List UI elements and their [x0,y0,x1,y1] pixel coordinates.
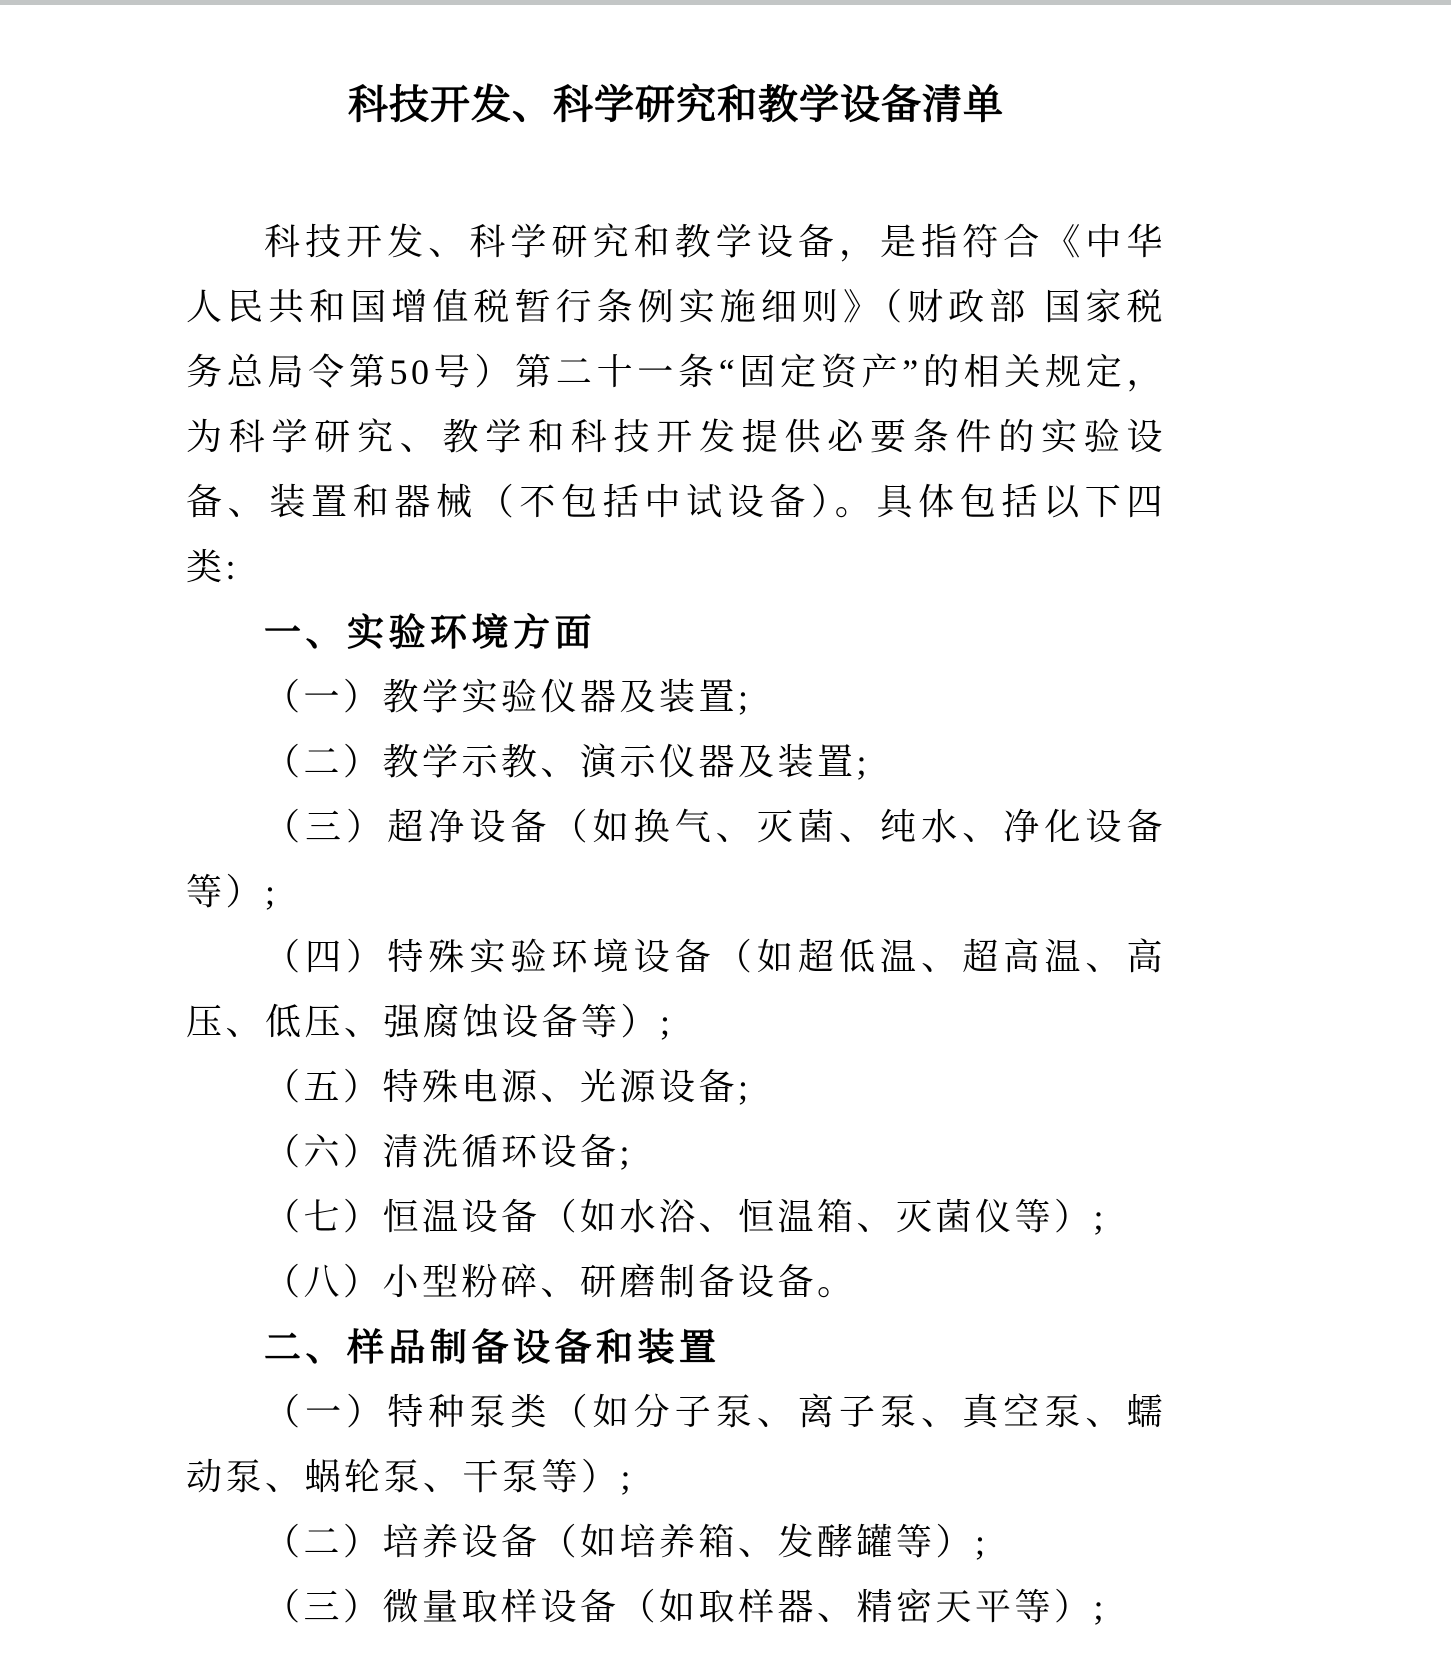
list-item: （一）特种泵类（如分子泵、离子泵、真空泵、蠕动泵、蜗轮泵、干泵等）; [186,1392,1166,1497]
list-item: （三）超净设备（如换气、灭菌、纯水、净化设备等）; [186,807,1166,912]
list-item: （五）特殊电源、光源设备; [264,1067,752,1107]
list-item: （七）恒温设备（如水浴、恒温箱、灭菌仪等）; [264,1197,1108,1237]
list-item: （一）教学实验仪器及装置; [264,677,752,717]
list-item: （二）培养设备（如培养箱、发酵罐等）; [264,1522,989,1562]
section-heading-2: 二、样品制备设备和装置 [264,1327,721,1368]
list-item: （二）教学示教、演示仪器及装置; [264,742,871,782]
document-title: 科技开发、科学研究和教学设备清单 [348,82,1004,127]
intro-paragraph: 科技开发、科学研究和教学设备，是指符合《中华人民共和国增值税暂行条例实施细则》（财政部 国家税务总局令第50号）第二十一条“固定资产”的相关规定，为科学研究、教学和科技开发提供必要条件的实验设备、装置和器械（不包括中试设备）。具体包括以下四类: [186,222,1166,587]
list-item: （八）小型粉碎、研磨制备设备。 [264,1262,857,1302]
list-item: （四）特殊实验环境设备（如超低温、超高温、高压、低压、强腐蚀设备等）; [186,937,1166,1042]
page-content [0,5,1451,1640]
list-item: （三）微量取样设备（如取样器、精密天平等）; [264,1587,1108,1627]
section-heading-1: 一、实验环境方面 [264,612,596,653]
list-item: （六）清洗循环设备; [264,1132,634,1172]
